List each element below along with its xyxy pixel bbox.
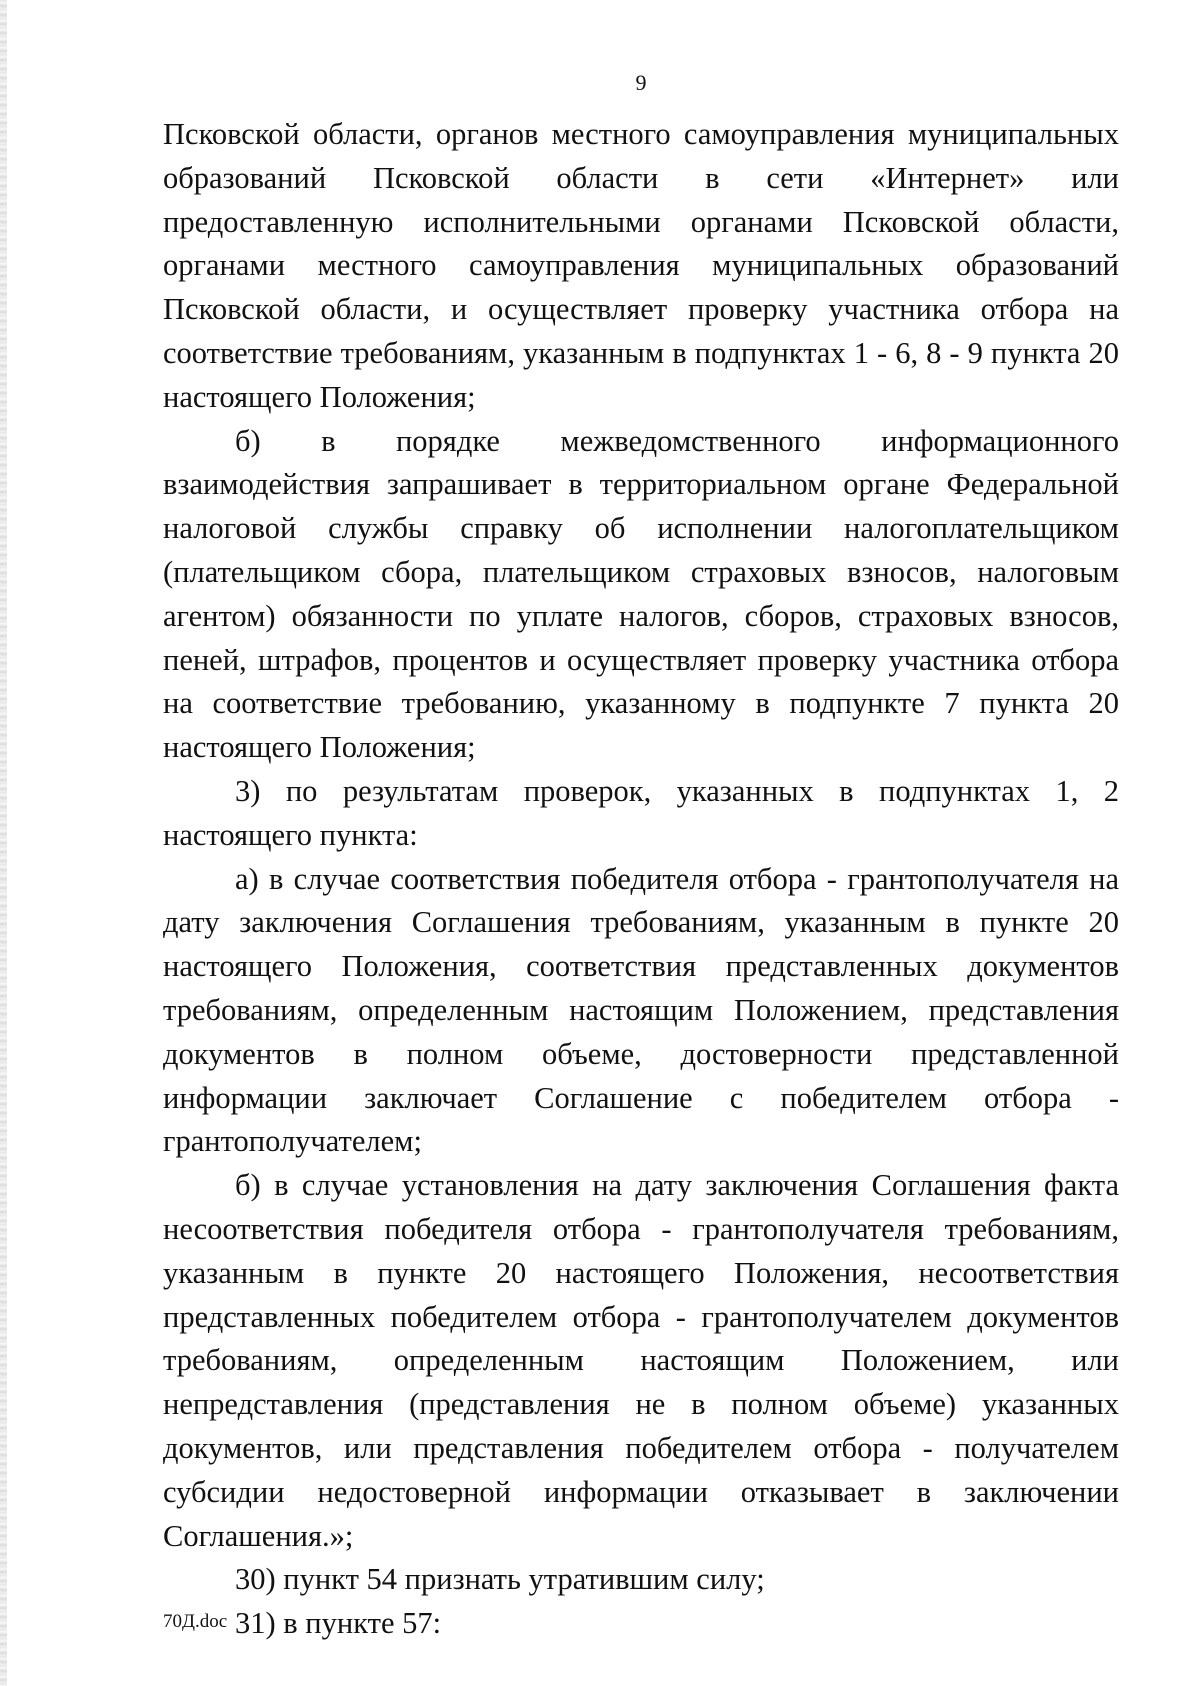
document-body	[163, 113, 1119, 1646]
paragraph-item-30: 30) пункт 54 признать утратившим силу;	[235, 1562, 765, 1597]
footer-filename: 70Д.doc	[163, 1611, 228, 1632]
paragraph-subitem-a: а) в случае соответствия победителя отбора - грантополучателя на дату заключения Соглашения требованиям, указанным в пункте 20 настоящего Положения, соответствия представленных документов требованиям, определенным настоящим Положением, представления документов в полном объеме, достоверности представленной информации заключает Соглашение с победителем отбора - грантополучателем;	[163, 861, 1119, 1159]
paragraph-item-3: 3) по результатам проверок, указанных в подпунктах 1, 2 настоящего пункта:	[163, 773, 1119, 852]
page-number: 9	[635, 70, 647, 95]
paragraph-subitem-b-request: б) в порядке межведомственного информационного взаимодействия запрашивает в территориальном органе Федеральной налоговой службы справку об исполнении налогоплательщиком (плательщиком сбора, плательщиком страховых взносов, налоговым агентом) обязанности по уплате налогов, сборов, страховых взносов, пеней, штрафов, процентов и осуществляет проверку участника отбора на соответствие требованию, указанному в подпункте 7 пункта 20 настоящего Положения;	[163, 423, 1119, 765]
paragraph-subitem-b-refusal: б) в случае установления на дату заключения Соглашения факта несоответствия победителя отбора - грантополучателя требованиям, указанным в пункте 20 настоящего Положения, несоответствия представленных победителем отбора - грантополучателем документов требованиям, определенным настоящим Положением, или непредставления (представления не в полном объеме) указанных документов, или представления победителем отбора - получателем субсидии недостоверной информации отказывает в заключении Соглашения.»;	[163, 1168, 1119, 1553]
paragraph-item-31: 31) в пункте 57:	[235, 1606, 442, 1641]
paragraph-continuation: Псковской области, органов местного самоуправления муниципальных образований Псковской области в сети «Интернет» или предоставленную исполнительными органами Псковской области, органами местного самоуправления муниципальных образований Псковской области, и осуществляет проверку участника отбора на соответствие требованиям, указанным в подпунктах 1 - 6, 8 - 9 пункта 20 настоящего Положения;	[163, 117, 1119, 414]
scan-edge	[0, 0, 7, 1686]
